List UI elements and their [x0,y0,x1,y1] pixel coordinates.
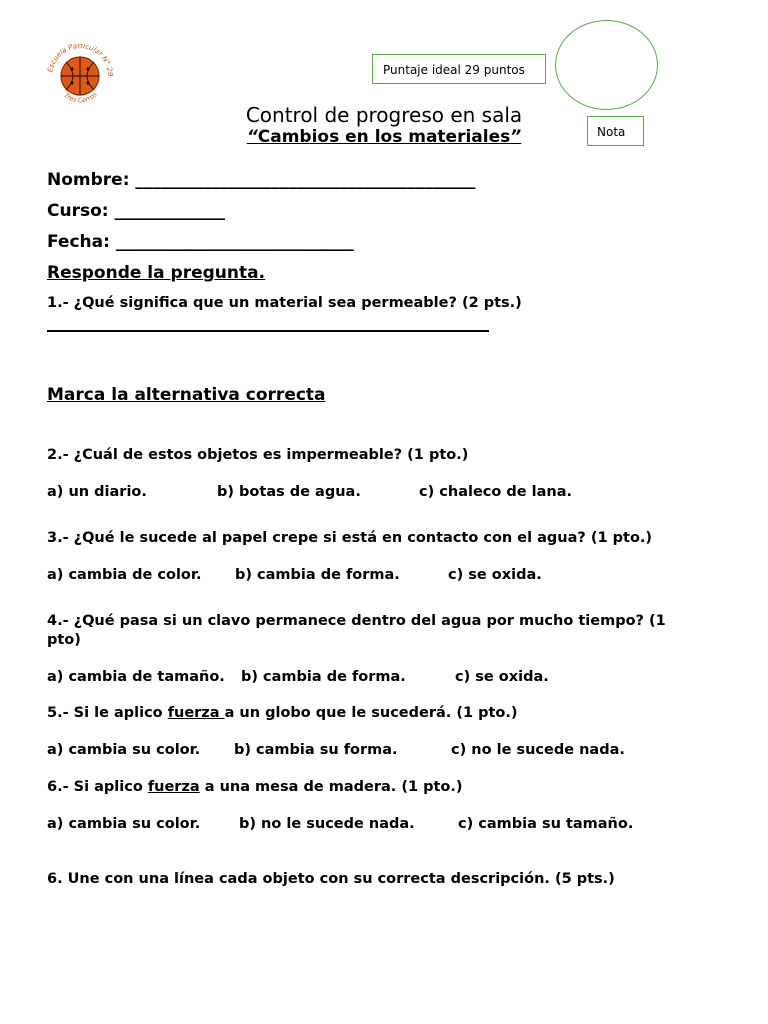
question-4-line-1: 4.- ¿Qué pasa si un clavo permanece dentro del agua por mucho tiempo? (1 [47,613,666,629]
name-field[interactable]: Nombre: ________________________________________ [47,170,476,190]
question-5: 5.- Si le aplico fuerza a un globo que le sucederá. (1 pto.) [47,705,518,721]
option-b[interactable]: b) botas de agua. [217,484,361,500]
option-a[interactable]: a) un diario. [47,484,147,500]
question-7: 6. Une con una línea cada objeto con su correcta descripción. (5 pts.) [47,871,615,887]
question-4-line-2: pto) [47,632,81,648]
grade-circle[interactable] [555,20,658,110]
section-heading-answer: Responde la pregunta. [47,263,266,283]
answer-line[interactable] [47,330,489,332]
question-3: 3.- ¿Qué le sucede al papel crepe si está en contacto con el agua? (1 pto.) [47,530,653,546]
option-a[interactable]: a) cambia su color. [47,816,201,832]
option-a[interactable]: a) cambia su color. [47,742,201,758]
option-b[interactable]: b) cambia de forma. [235,567,400,583]
grade-label: Nota [597,125,626,139]
option-b[interactable]: b) cambia de forma. [241,669,406,685]
option-a[interactable]: a) cambia de tamaño. [47,669,225,685]
section-heading-multiple-choice: Marca la alternativa correcta [47,385,326,405]
option-c[interactable]: c) se oxida. [448,567,542,583]
logo-text-top: Escuela Particular N° 29 [46,44,115,77]
ideal-score-label: Puntaje ideal 29 puntos [383,63,525,77]
option-c[interactable]: c) cambia su tamaño. [458,816,634,832]
school-logo [44,44,116,106]
question-2: 2.- ¿Cuál de estos objetos es impermeable? (1 pto.) [47,447,469,463]
question-1: 1.- ¿Qué significa que un material sea permeable? (2 pts.) [47,295,522,311]
option-b[interactable]: b) cambia su forma. [234,742,398,758]
ideal-score-box [372,54,546,84]
date-field[interactable]: Fecha: ____________________________ [47,232,354,252]
option-c[interactable]: c) se oxida. [455,669,549,685]
question-6: 6.- Si aplico fuerza a una mesa de madera. (1 pto.) [47,779,463,795]
page-subtitle: “Cambios en los materiales” [246,127,522,147]
option-c[interactable]: c) no le sucede nada. [451,742,625,758]
option-a[interactable]: a) cambia de color. [47,567,202,583]
option-b[interactable]: b) no le sucede nada. [239,816,415,832]
course-field[interactable]: Curso: _____________ [47,201,225,221]
logo-text-bottom: Tres Cerros [62,90,99,105]
page-title: Control de progreso en sala [245,103,523,127]
option-c[interactable]: c) chaleco de lana. [419,484,573,500]
